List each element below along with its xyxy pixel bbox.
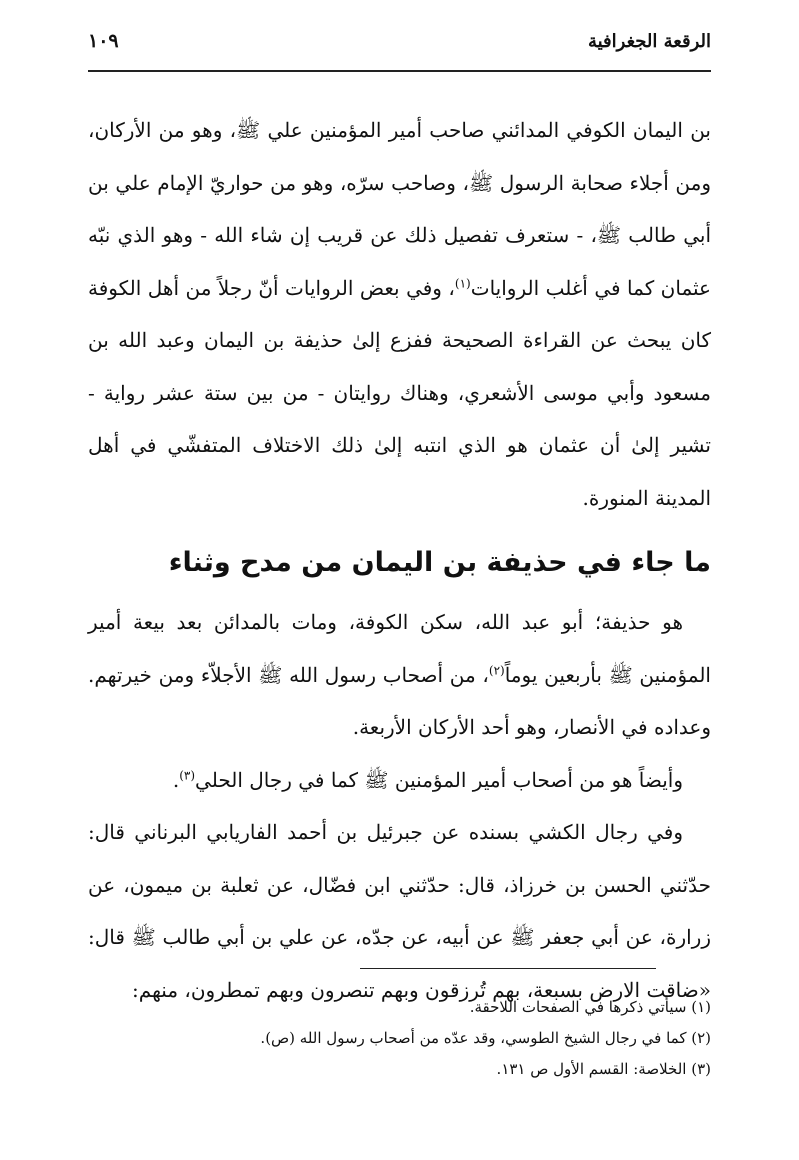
section-heading: ما جاء في حذيفة بن اليمان من مدح وثناء: [168, 547, 711, 578]
running-title: الرقعة الجغرافية: [587, 31, 711, 52]
paragraph-1-text: بن اليمان الكوفي المدائني صاحب أمير المؤمنين علي ﷺ، وهو من الأركان، ومن أجلاء صحابة الرسول ﷺ، وصاحب سرّه، وهو من حواريّ الإمام علي بن أبي طالب ﷺ، - ستعرف تفصيل ذلك عن قريب إن شاء الله - وهو الذي نبّه عثمان كما في أغلب الروايات: [88, 118, 711, 300]
page-header: [88, 30, 711, 64]
footnotes: [88, 992, 711, 1085]
paragraph-2-text: هو حذيفة؛ أبو عبد الله، سكن الكوفة، ومات بالمدائن بعد بيعة أمير المؤمنين ﷺ بأربعين يوماً: [88, 610, 711, 687]
footnote-marker-2: (٢): [488, 662, 505, 677]
paragraph-2: [88, 596, 711, 754]
paragraph-1-rest: ، وفي بعض الروايات أنّ رجلاً من أهل الكوفة كان يبحث عن القراءة الصحيحة ففزع إلىٰ حذيفة بن اليمان وعبد الله بن مسعود وأبي موسى الأشعري، وهناك روايتان - من بين ستة عشر رواية - تشير إلىٰ أن عثمان هو الذي انتبه إلىٰ ذلك الاختلاف المتفشّي في أهل المدينة المنورة.: [88, 275, 711, 510]
paragraph-4: وفي رجال الكشي بسنده عن جبرئيل بن أحمد الفاريابي البرناني قال: حدّثني الحسن بن خرزاذ، قال: حدّثني ابن فضّال، عن ثعلبة بن ميمون، عن زرارة، عن أبي جعفر ﷺ عن أبيه، عن جدّه، عن علي بن أبي طالب ﷺ قال: «ضاقت الارض بسبعة، بهم تُرزقون وبهم تنصرون وبهم تمطرون، منهم:: [88, 820, 711, 1002]
footnote-2: (٢) كما في رجال الشيخ الطوسي، وقد عدّه من أصحاب رسول الله (ص).: [260, 1029, 711, 1047]
paragraph-3: [88, 754, 711, 807]
paragraph-1: [88, 104, 711, 524]
paragraph-3-end: .: [172, 767, 180, 792]
paragraph-2-rest: ، من أصحاب رسول الله ﷺ الأجلاّء ومن خيرتهم. وعداده في الأنصار، وهو أحد الأركان الأربعة.: [88, 662, 711, 739]
footnote-marker-3: (٣): [179, 767, 196, 782]
footnote-marker-1: (١): [454, 275, 471, 290]
footnote-1: (١) سيأتي ذكرها في الصفحات اللاحقة.: [469, 998, 711, 1016]
header-rule: [88, 70, 711, 72]
footnote-rule: [360, 968, 656, 969]
body-text: [88, 104, 711, 1016]
footnote-3: (٣) الخلاصة: القسم الأول ص ١٣١.: [496, 1060, 711, 1078]
paragraph-3-text: وأيضاً هو من أصحاب أمير المؤمنين ﷺ كما في رجال الحلي: [195, 767, 683, 792]
page-number: ١٠٩: [88, 30, 119, 52]
